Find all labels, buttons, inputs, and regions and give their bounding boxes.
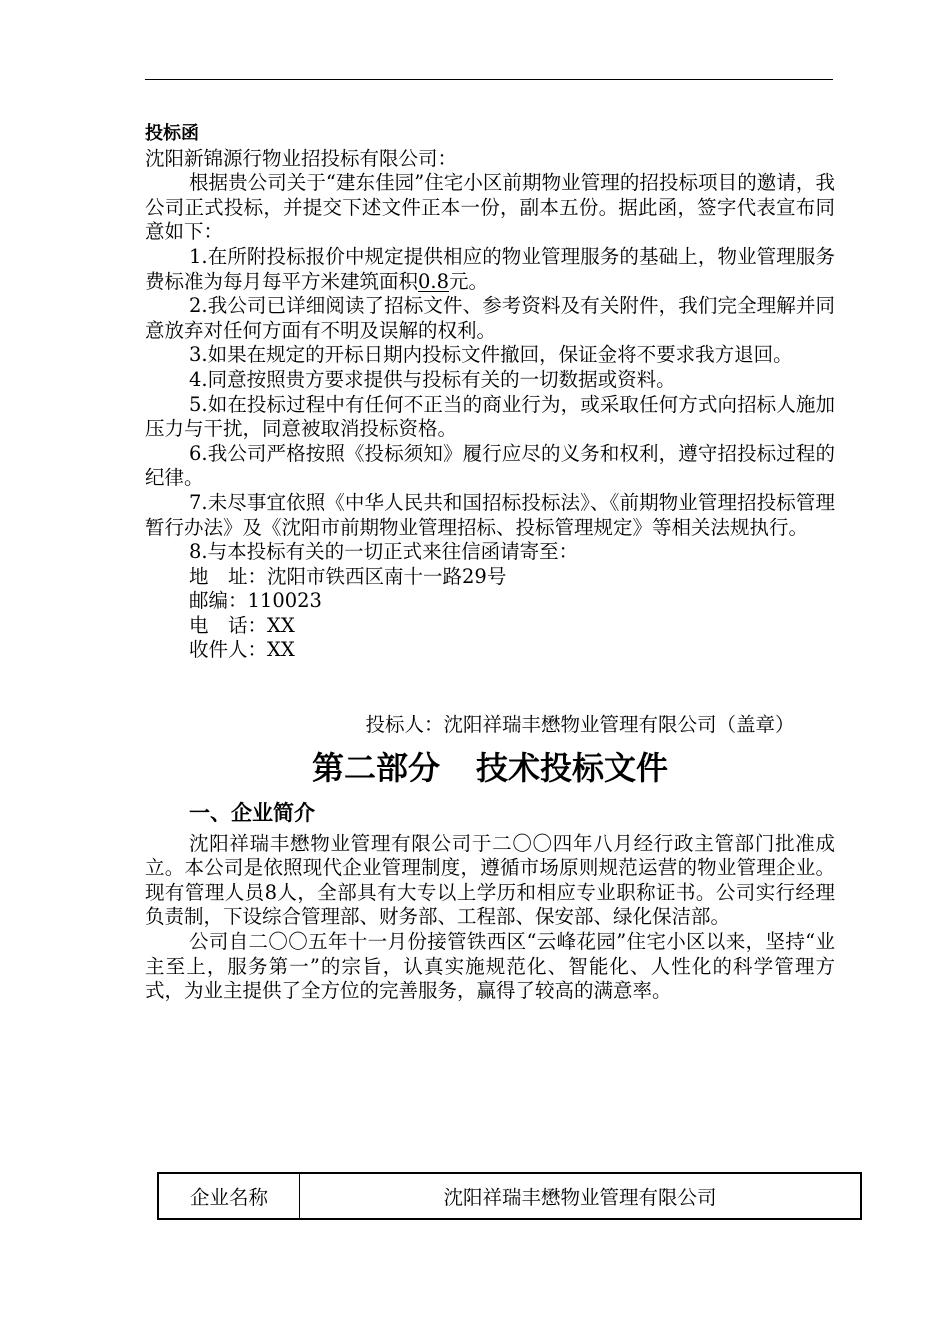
letter-item-3: 3.如果在规定的开标日期内投标文件撤回，保证金将不要求我方退回。 <box>189 343 793 367</box>
section-heading: 一、企业简介 <box>189 800 315 825</box>
letter-addressee: 沈阳新锦源行物业招投标有限公司： <box>145 146 458 170</box>
part-title <box>145 748 835 788</box>
letter-intro: 根据贵公司关于“建东佳园”住宅小区前期物业管理的招投标项目的邀请，我公司正式投标，并提交下述文件正本一份，副本五份。据此函，签字代表宣布同意如下： <box>145 171 835 244</box>
item1-unit: 元。 <box>449 269 489 293</box>
part-number: 第二部分 <box>311 748 440 787</box>
company-name-value: 沈阳祥瑞丰懋物业管理有限公司 <box>300 1173 862 1219</box>
letter-item-8: 8.与本投标有关的一切正式来往信函请寄至： <box>189 540 579 564</box>
letter-item-1 <box>145 245 835 294</box>
letter-item-7: 7.未尽事宜依照《中华人民共和国招标投标法》、《前期物业管理招投标管理暂行办法》及《沈阳市前期物业管理招标、投标管理规定》等相关法规执行。 <box>145 490 835 539</box>
company-name-label: 企业名称 <box>158 1173 300 1219</box>
contact-postcode: 邮编：110023 <box>189 589 322 613</box>
letter-item-2: 2.我公司已详细阅读了招标文件、参考资料及有关附件，我们完全理解并同意放弃对任何方面有不明及误解的权利。 <box>145 294 835 342</box>
contact-address: 地 址：沈阳市铁西区南十一路29号 <box>189 564 507 588</box>
letter-item-6: 6.我公司严格按照《投标须知》履行应尽的义务和权利，遵守招投标过程的纪律。 <box>145 441 835 490</box>
fee-value: 0.8 <box>418 269 450 293</box>
contact-recipient: 收件人：XX <box>189 638 295 662</box>
bidder-signature: 投标人：沈阳祥瑞丰懋物业管理有限公司（盖章） <box>365 713 795 737</box>
contact-phone: 电 话：XX <box>189 613 295 637</box>
company-intro-para-1: 沈阳祥瑞丰懋物业管理有限公司于二〇〇四年八月经行政主管部门批准成立。本公司是依照现代企业管理制度，遵循市场原则规范运营的物业管理企业。现有管理人员8人，全部具有大专以上学历和相应专业职称证书。公司实行经理负责制，下设综合管理部、财务部、工程部、保安部、绿化保洁部。 <box>145 831 835 929</box>
letter-title: 投标函 <box>145 123 199 144</box>
company-info-table <box>157 1172 862 1220</box>
document-body <box>145 122 835 1004</box>
header-rule <box>145 79 833 80</box>
part-name: 技术投标文件 <box>476 748 669 787</box>
table-row <box>158 1173 861 1219</box>
letter-item-5: 5.如在投标过程中有任何不正当的商业行为，或采取任何方式向招标人施加压力与干扰，同意被取消投标资格。 <box>145 392 835 441</box>
letter-item-4: 4.同意按照贵方要求提供与投标有关的一切数据或资料。 <box>189 367 676 391</box>
item1-text: 1.在所附投标报价中规定提供相应的物业管理服务的基础上，物业管理服务费标准为每月每平方米建筑面积 <box>145 244 835 293</box>
company-intro-para-2: 公司自二〇〇五年十一月份接管铁西区“云峰花园”住宅小区以来，坚持“业主至上，服务第一”的宗旨，认真实施规范化、智能化、人性化的科学管理方式，为业主提供了全方位的完善服务，赢得了较高的满意率。 <box>145 930 835 1003</box>
